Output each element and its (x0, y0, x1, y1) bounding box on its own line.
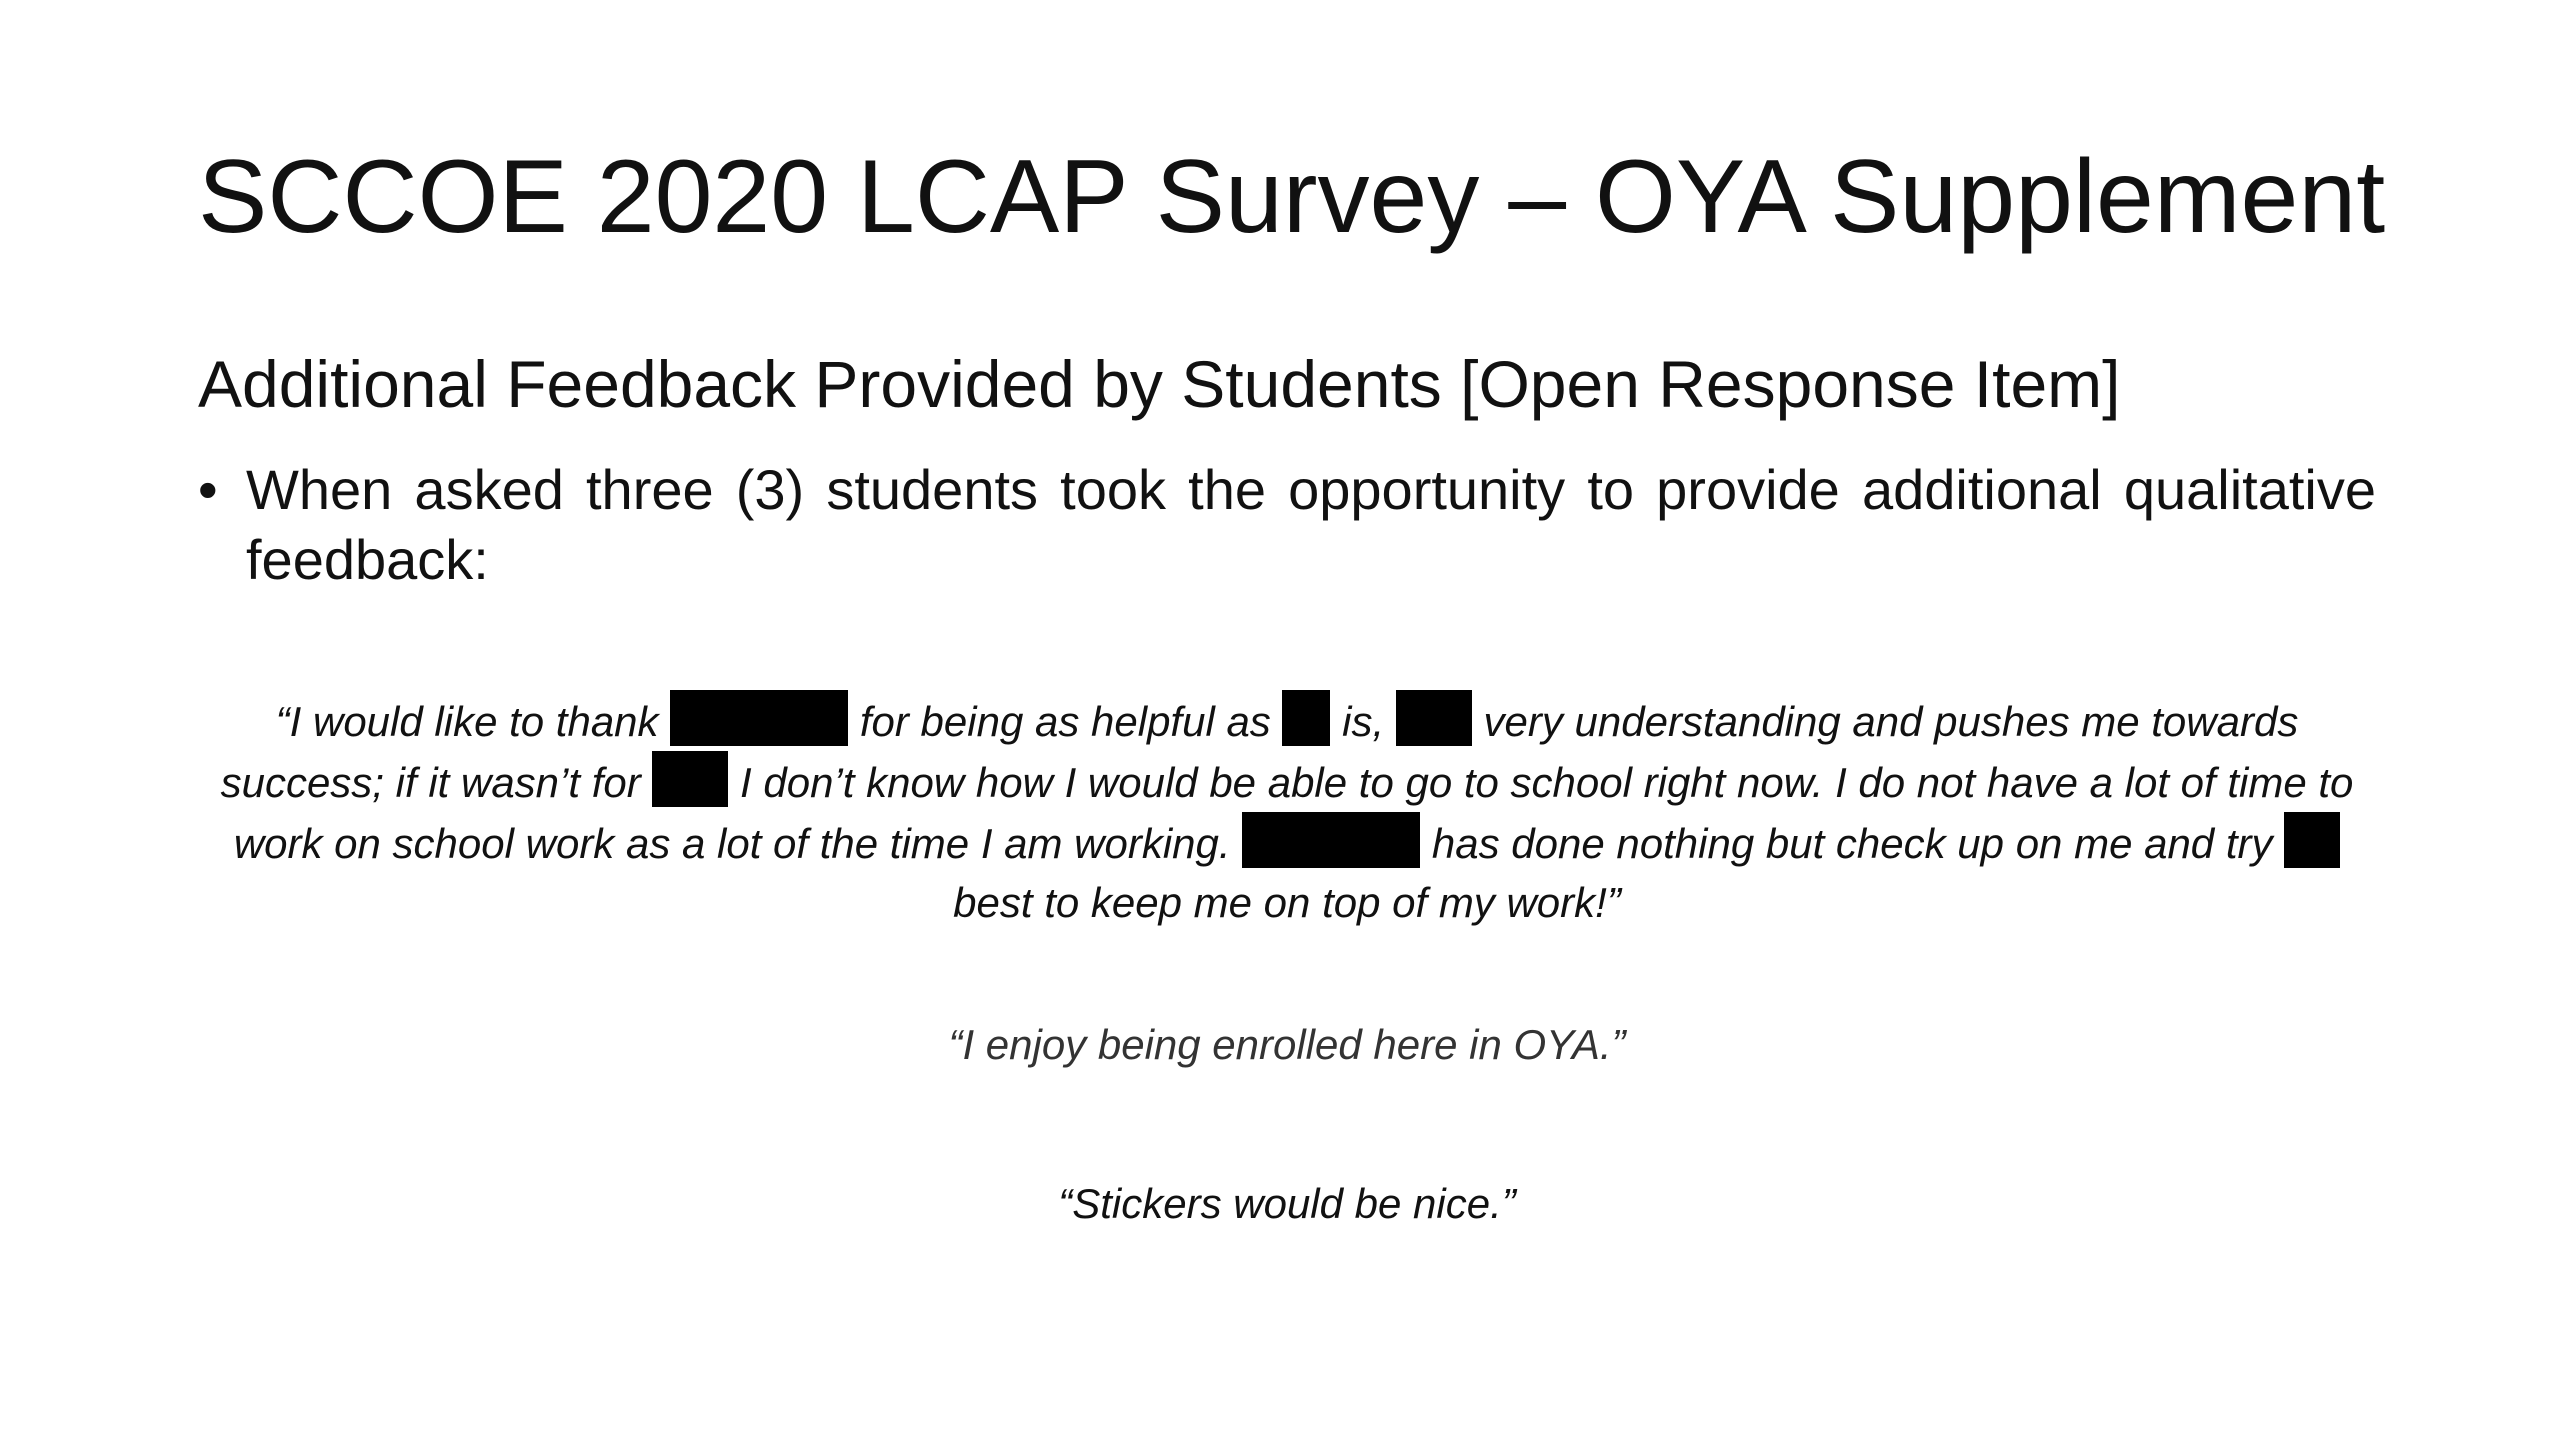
quote-1-part-7: best to keep me on top of my work!” (953, 879, 1621, 926)
redaction-block (1242, 812, 1420, 868)
redaction-block (652, 751, 728, 807)
quote-1-part-4: very understanding and pushes me towards success; if it wasn’t for (220, 698, 2299, 806)
quote-1-part-5: I don’t know how I would be able to go to school right now. I do not have a lot of time to work on school work as a lot of the time I am working. (233, 759, 2354, 867)
redaction-block (1282, 690, 1330, 746)
student-quote-3: “Stickers would be nice.” (1058, 1180, 1516, 1227)
student-quote-2: “I enjoy being enrolled here in OYA.” (948, 1021, 1626, 1068)
redaction-block (1396, 690, 1472, 746)
redaction-block (2284, 812, 2340, 868)
redaction-block (670, 690, 848, 746)
quote-1-part-3: is, (1330, 698, 1396, 745)
bullet-text: When asked three (3) students took the opportunity to provide additional qualitative feedback: (246, 458, 2376, 591)
slide-subtitle: Additional Feedback Provided by Students [Open Response Item] (198, 347, 2121, 421)
quote-1-part-2: for being as helpful as (848, 698, 1283, 745)
quote-1-part-1: “I would like to thank (275, 698, 671, 745)
student-quote-1 (198, 690, 2376, 932)
bullet-item (198, 455, 2376, 595)
bullet-marker: • (198, 458, 218, 521)
slide-title: SCCOE 2020 LCAP Survey – OYA Supplement (198, 139, 2386, 255)
quote-1-part-6: has done nothing but check up on me and try (1420, 820, 2285, 867)
